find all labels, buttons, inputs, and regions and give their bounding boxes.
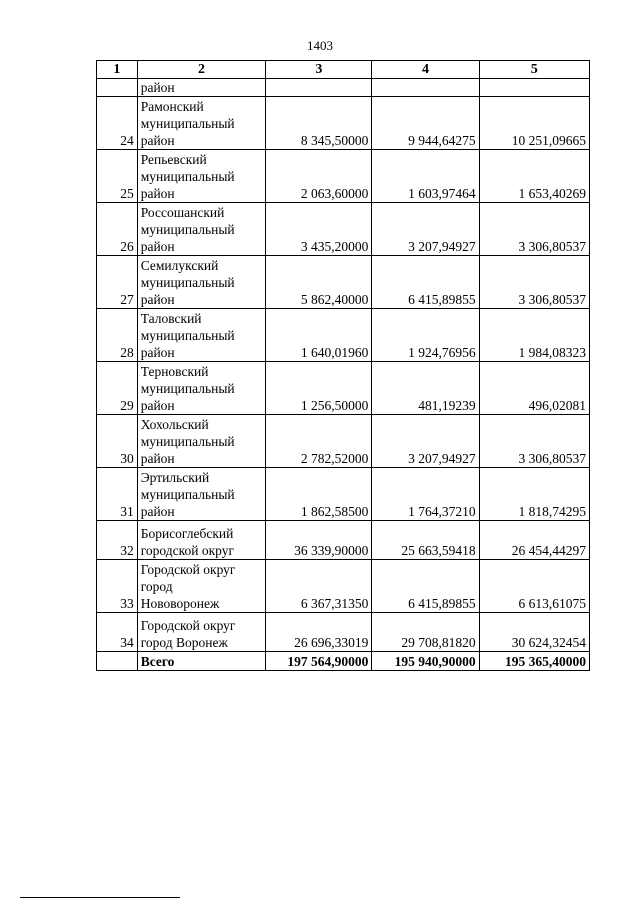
row-number-cell: 34	[97, 613, 138, 652]
row-value-cell-3: 1 862,58500	[266, 468, 372, 521]
row-number-cell: 31	[97, 468, 138, 521]
row-name-cell: Рамонский муниципальный район	[137, 97, 266, 150]
row-value-cell-4: 25 663,59418	[372, 521, 479, 560]
budget-table	[96, 60, 590, 671]
row-number-cell: 25	[97, 150, 138, 203]
table-header-row	[97, 61, 590, 79]
row-name-cell: Хохольский муниципальный район	[137, 415, 266, 468]
row-name-cell: Эртильский муниципальный район	[137, 468, 266, 521]
row-value-cell-5: 1 984,08323	[479, 309, 589, 362]
row-value-cell	[372, 79, 479, 97]
row-number-cell	[97, 79, 138, 97]
row-name-cell: Терновский муниципальный район	[137, 362, 266, 415]
row-number-cell: 28	[97, 309, 138, 362]
column-header-4: 4	[372, 61, 479, 79]
table-row	[97, 468, 590, 521]
column-header-1: 1	[97, 61, 138, 79]
row-value-cell-5: 1 653,40269	[479, 150, 589, 203]
table-row	[97, 256, 590, 309]
row-number-cell: 24	[97, 97, 138, 150]
row-value-cell-5: 10 251,09665	[479, 97, 589, 150]
table-row	[97, 309, 590, 362]
row-value-cell-3: 8 345,50000	[266, 97, 372, 150]
row-value-cell-4: 1 764,37210	[372, 468, 479, 521]
table-row	[97, 203, 590, 256]
table-row	[97, 97, 590, 150]
row-value-cell-4: 481,19239	[372, 362, 479, 415]
column-header-3: 3	[266, 61, 372, 79]
row-value-cell-4: 1 603,97464	[372, 150, 479, 203]
row-number-cell: 26	[97, 203, 138, 256]
total-number-cell	[97, 652, 138, 671]
row-name-cell: Таловский муниципальный район	[137, 309, 266, 362]
row-value-cell-5: 30 624,32454	[479, 613, 589, 652]
row-name-cell: район	[137, 79, 266, 97]
row-value-cell-4: 3 207,94927	[372, 203, 479, 256]
row-value-cell-3: 36 339,90000	[266, 521, 372, 560]
row-value-cell-5: 3 306,80537	[479, 203, 589, 256]
row-value-cell-4: 9 944,64275	[372, 97, 479, 150]
table-row	[97, 560, 590, 613]
row-name-cell: Городской округ город Нововоронеж	[137, 560, 266, 613]
row-value-cell-3: 2 063,60000	[266, 150, 372, 203]
column-header-5: 5	[479, 61, 589, 79]
row-number-cell: 33	[97, 560, 138, 613]
total-value-cell-3: 197 564,90000	[266, 652, 372, 671]
table-row-continuation	[97, 79, 590, 97]
footnote-separator	[20, 897, 180, 898]
column-header-2: 2	[137, 61, 266, 79]
row-value-cell-5: 3 306,80537	[479, 415, 589, 468]
row-number-cell: 30	[97, 415, 138, 468]
row-value-cell-5: 3 306,80537	[479, 256, 589, 309]
page-number: 1403	[307, 38, 333, 53]
row-value-cell-4: 6 415,89855	[372, 560, 479, 613]
table-row	[97, 362, 590, 415]
row-number-cell: 29	[97, 362, 138, 415]
row-value-cell-3: 1 640,01960	[266, 309, 372, 362]
row-value-cell-3: 5 862,40000	[266, 256, 372, 309]
row-name-cell: Городской округ город Воронеж	[137, 613, 266, 652]
row-value-cell-5: 496,02081	[479, 362, 589, 415]
row-value-cell-4: 1 924,76956	[372, 309, 479, 362]
row-value-cell-3: 3 435,20000	[266, 203, 372, 256]
row-number-cell: 27	[97, 256, 138, 309]
row-value-cell-4: 29 708,81820	[372, 613, 479, 652]
row-value-cell-4: 6 415,89855	[372, 256, 479, 309]
table-row	[97, 613, 590, 652]
table-row	[97, 150, 590, 203]
row-number-cell: 32	[97, 521, 138, 560]
row-value-cell-5: 6 613,61075	[479, 560, 589, 613]
total-label-cell: Всего	[137, 652, 266, 671]
row-name-cell: Борисоглебский городской округ	[137, 521, 266, 560]
total-value-cell-4: 195 940,90000	[372, 652, 479, 671]
table-row	[97, 415, 590, 468]
row-value-cell-3: 2 782,52000	[266, 415, 372, 468]
row-value-cell-5: 1 818,74295	[479, 468, 589, 521]
table-row-total	[97, 652, 590, 671]
row-value-cell	[266, 79, 372, 97]
row-value-cell-4: 3 207,94927	[372, 415, 479, 468]
row-name-cell: Репьевский муниципальный район	[137, 150, 266, 203]
total-value-cell-5: 195 365,40000	[479, 652, 589, 671]
row-value-cell-5: 26 454,44297	[479, 521, 589, 560]
table-row	[97, 521, 590, 560]
row-name-cell: Семилукский муниципальный район	[137, 256, 266, 309]
row-value-cell	[479, 79, 589, 97]
row-value-cell-3: 6 367,31350	[266, 560, 372, 613]
row-name-cell: Россошанский муниципальный район	[137, 203, 266, 256]
row-value-cell-3: 1 256,50000	[266, 362, 372, 415]
row-value-cell-3: 26 696,33019	[266, 613, 372, 652]
